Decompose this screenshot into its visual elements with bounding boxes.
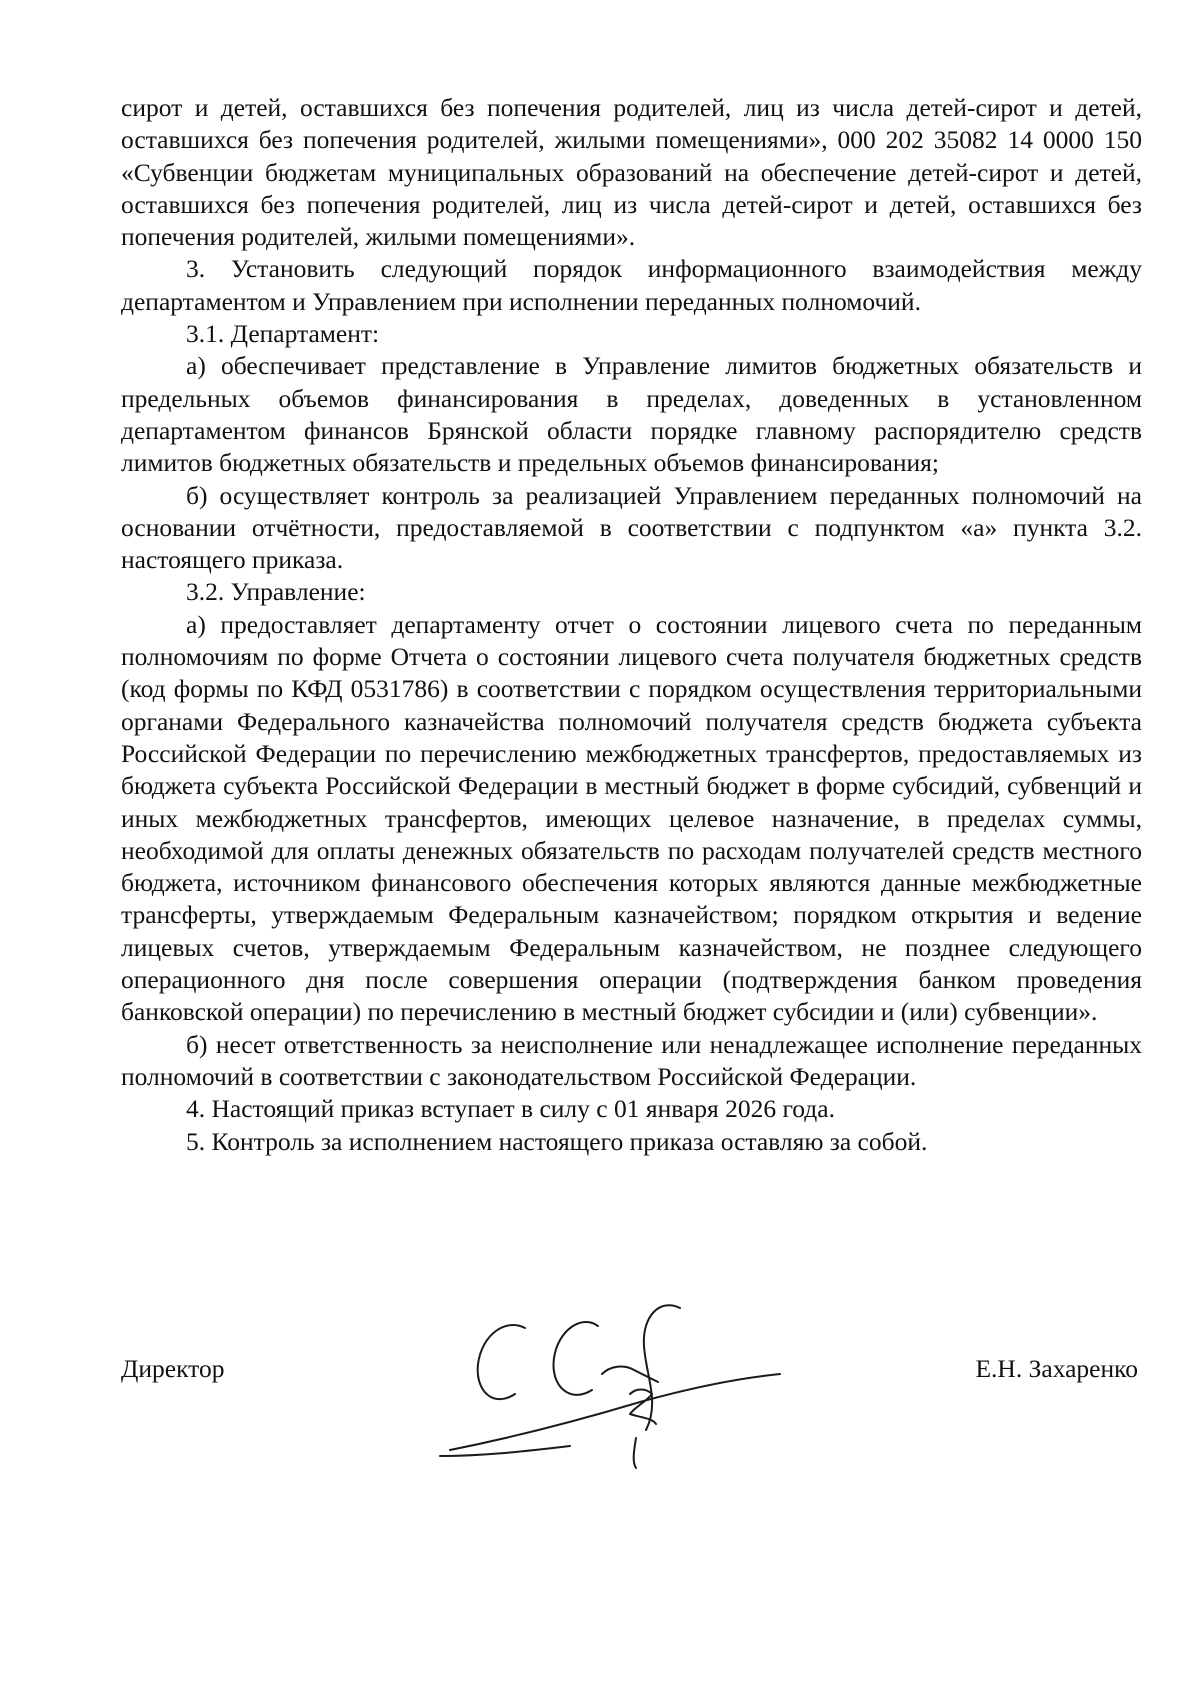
paragraph-clause-3-2: 3.2. Управление: [186,577,366,607]
signature-block [0,1300,1200,1530]
handwritten-signature [420,1290,860,1480]
paragraph-clause-3-2-b: б) несет ответственность за неисполнение или ненадлежащее исполнение переданных полномочий в соответствии с законодательством Российской Федерации. [121,1029,1142,1091]
paragraph-clause-5: 5. Контроль за исполнением настоящего приказа оставляю за собой. [186,1126,928,1156]
paragraph-clause-3-1-a: а) обеспечивает представление в Управление лимитов бюджетных обязательств и предельных объемов финансирования в пределах, доведенных в установленном департаментом финансов Брянской области порядке главному распорядителю средств лимитов бюджетных обязательств и предельных объемов финансирования; [121,351,1142,478]
paragraph-clause-3-1: 3.1. Департамент: [186,319,380,349]
document-body [121,92,1142,1158]
paragraph-clause-3: 3. Установить следующий порядок информационного взаимодействия между департаментом и Управлением при исполнении переданных полномочий. [121,254,1142,316]
paragraph-continuation: сирот и детей, оставшихся без попечения родителей, лиц из числа детей-сирот и детей, оставшихся без попечения родителей, жилыми помещениями», 000 202 35082 14 0000 150 «Субвенции бюджетам муниципальных образований на обеспечение детей-сирот и детей, оставшихся без попечения родителей, лиц из числа детей-сирот и детей, оставшихся без попечения родителей, жилыми помещениями». [121,93,1142,252]
paragraph-clause-3-2-a: а) предоставляет департаменту отчет о состоянии лицевого счета по переданным полномочиям по форме Отчета о состоянии лицевого счета получателя бюджетных средств (код формы по КФД 0531786) в соответствии с порядком осуществления территориальными органами Федерального казначейства полномочий получателя средств бюджета субъекта Российской Федерации по перечислению межбюджетных трансфертов, предоставляемых из бюджета субъекта Российской Федерации в местный бюджет в форме субсидий, субвенций и иных межбюджетных трансфертов, имеющих целевое назначение, в пределах суммы, необходимой для оплаты денежных обязательств по расходам получателей средств местного бюджета, источником финансового обеспечения которых являются данные межбюджетные трансферты, утверждаемым Федеральным казначейством; порядком открытия и ведение лицевых счетов, утверждаемым Федеральным казначейством, не позднее следующего операционного дня после совершения операции (подтверждения банком проведения банковской операции) по перечислению в местный бюджет субсидии и (или) субвенции». [121,609,1142,1027]
paragraph-clause-3-1-b: б) осуществляет контроль за реализацией Управлением переданных полномочий на основании отчётности, предоставляемой в соответствии с подпунктом «а» пункта 3.2. настоящего приказа. [121,480,1142,575]
paragraph-clause-4: 4. Настоящий приказ вступает в силу с 01 января 2026 года. [186,1094,835,1124]
signatory-title: Директор [121,1354,225,1383]
signatory-name: Е.Н. Захаренко [975,1354,1138,1383]
